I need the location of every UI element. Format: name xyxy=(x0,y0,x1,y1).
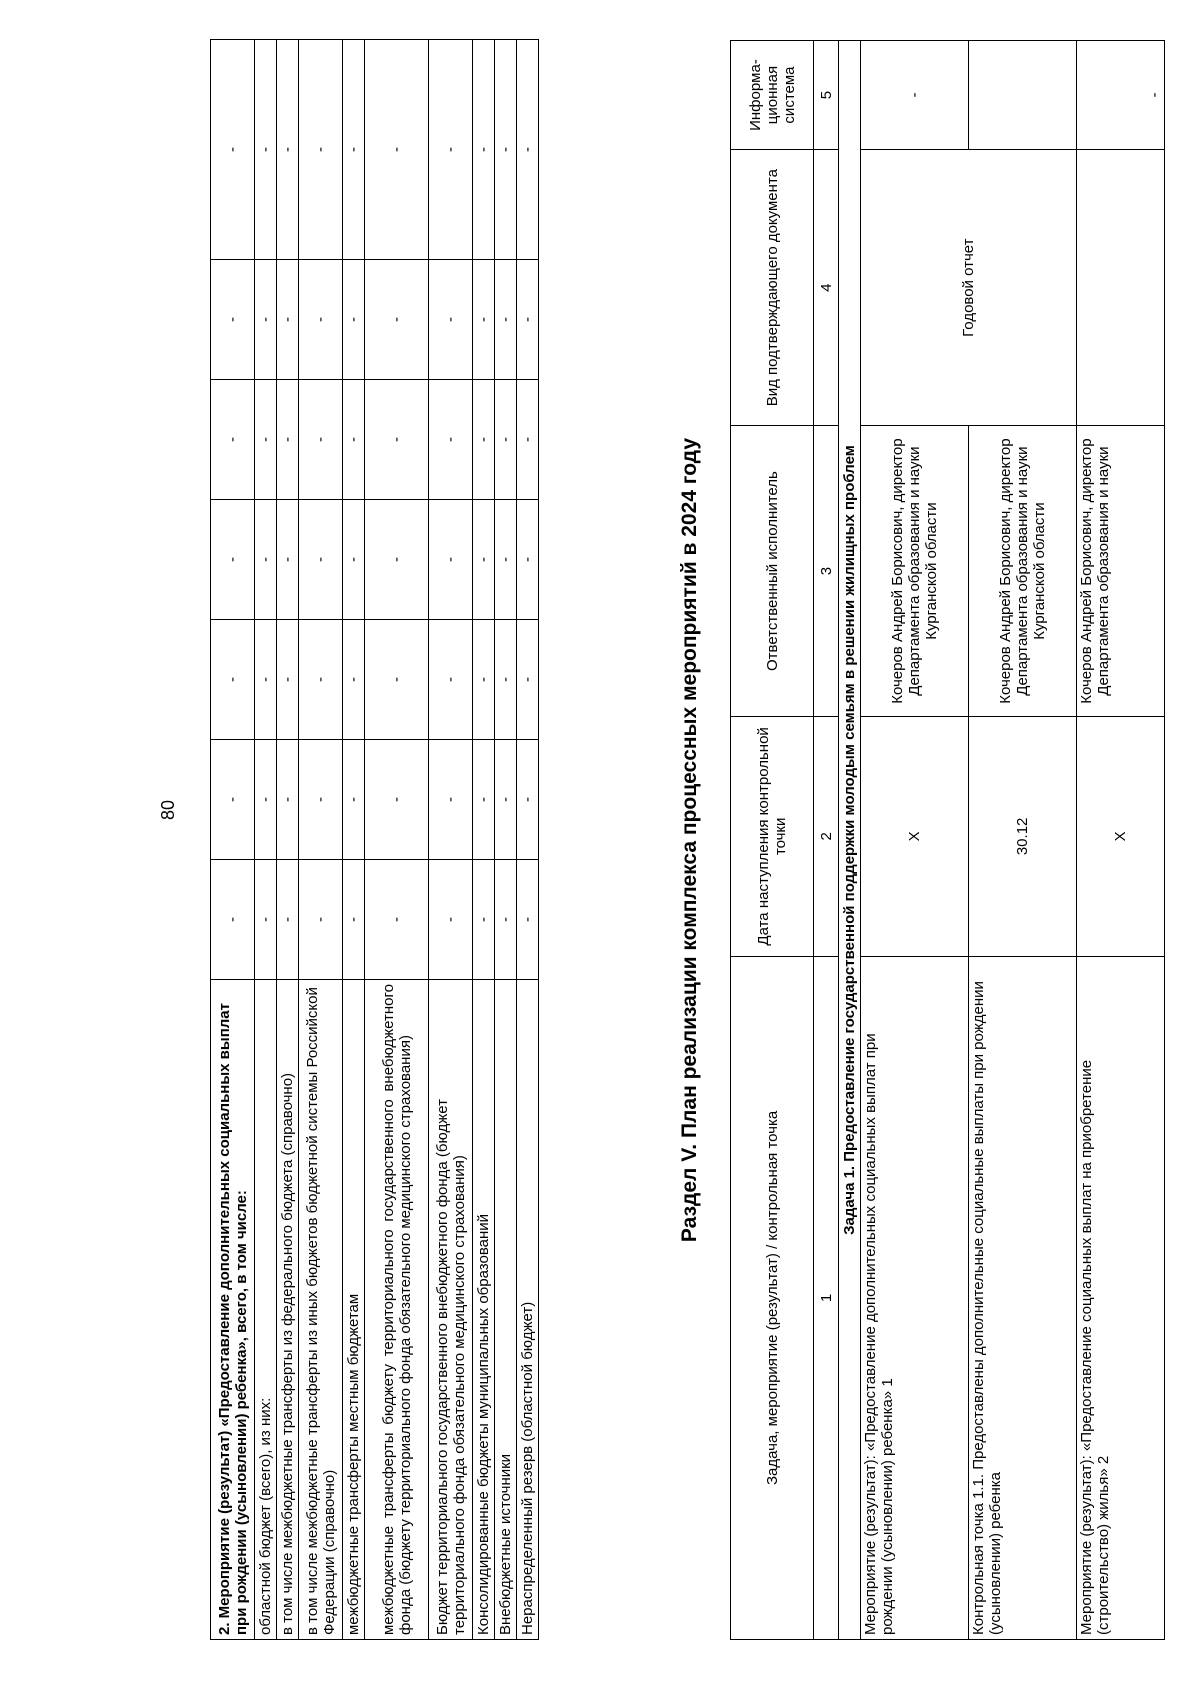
header-system: Информа-ционная система xyxy=(731,41,814,150)
funding-value-cell: - xyxy=(495,500,517,620)
funding-value-cell: - xyxy=(365,380,429,500)
funding-value-cell: - xyxy=(473,740,495,860)
funding-value-cell: - xyxy=(473,380,495,500)
funding-total-row xyxy=(211,40,255,1640)
funding-value-cell: - xyxy=(343,500,365,620)
header-task: Задача, мероприятие (результат) / контрольная точка xyxy=(731,956,814,1639)
funding-value-cell: - xyxy=(277,260,299,380)
funding-value-cell: - xyxy=(211,740,255,860)
funding-value-cell: - xyxy=(517,380,539,500)
column-number: 2 xyxy=(814,716,839,956)
activity-responsible: Кочеров Андрей Борисович, директор Департамента образования и науки Курганской области xyxy=(861,426,969,717)
funding-value-cell: - xyxy=(277,740,299,860)
funding-value-cell: - xyxy=(473,620,495,740)
column-number: 4 xyxy=(814,150,839,426)
column-number: 1 xyxy=(814,956,839,1639)
activity-date: X xyxy=(861,716,969,956)
checkpoint-date: 30.12 xyxy=(969,716,1077,956)
section-title: Раздел V. План реализации комплекса процессных мероприятий в 2024 году xyxy=(678,437,701,1243)
funding-value-cell: - xyxy=(299,620,343,740)
funding-value-cell: - xyxy=(343,620,365,740)
funding-row xyxy=(365,40,429,1640)
plan-row xyxy=(1077,41,1165,1640)
funding-source-label: Нераспределенный резерв (областной бюджет) xyxy=(517,980,539,1640)
funding-value-cell: - xyxy=(517,260,539,380)
funding-value-cell: - xyxy=(365,620,429,740)
funding-value-cell: - xyxy=(429,860,473,980)
funding-value-cell: - xyxy=(255,380,277,500)
funding-row xyxy=(255,40,277,1640)
funding-source-label: в том числе межбюджетные трансферты из иных бюджетов бюджетной системы Российской Федерации (справочно) xyxy=(299,980,343,1640)
funding-value-cell: - xyxy=(495,40,517,260)
funding-value-cell: - xyxy=(299,40,343,260)
funding-value-cell: - xyxy=(211,860,255,980)
plan-row xyxy=(861,41,969,1640)
funding-value-cell: - xyxy=(211,500,255,620)
funding-source-label: Консолидированные бюджеты муниципальных образований xyxy=(473,980,495,1640)
funding-value-cell: - xyxy=(473,260,495,380)
funding-value-cell: - xyxy=(517,40,539,260)
funding-value-cell: - xyxy=(343,40,365,260)
funding-value-cell: - xyxy=(429,40,473,260)
funding-source-label: межбюджетные трансферты бюджету территориального государственного внебюджетного фонда (бюджету территориального фонда обязательного медицинского страхования) xyxy=(365,980,429,1640)
funding-value-cell: - xyxy=(473,860,495,980)
activity-document xyxy=(1077,150,1165,426)
funding-value-cell: - xyxy=(343,260,365,380)
funding-value-cell: - xyxy=(299,860,343,980)
funding-value-cell: - xyxy=(299,740,343,860)
funding-source-label: Бюджет территориального государственного внебюджетного фонда (бюджет территориального фонда обязательного медицинского страхования) xyxy=(429,980,473,1640)
funding-value-cell: - xyxy=(495,620,517,740)
funding-value-cell: - xyxy=(495,380,517,500)
column-number: 3 xyxy=(814,426,839,717)
funding-value-cell: - xyxy=(277,620,299,740)
funding-value-cell: - xyxy=(495,860,517,980)
funding-row xyxy=(495,40,517,1640)
funding-value-cell: - xyxy=(517,740,539,860)
funding-value-cell: - xyxy=(495,740,517,860)
funding-value-cell: - xyxy=(277,380,299,500)
rotated-page xyxy=(30,40,1163,1640)
funding-value-cell: - xyxy=(365,500,429,620)
funding-value-cell: - xyxy=(429,740,473,860)
funding-value-cell: - xyxy=(255,40,277,260)
funding-value-cell: - xyxy=(365,40,429,260)
plan-number-row xyxy=(814,41,839,1640)
funding-value-cell: - xyxy=(365,860,429,980)
funding-value-cell: - xyxy=(299,500,343,620)
funding-row xyxy=(343,40,365,1640)
funding-value-cell: - xyxy=(299,380,343,500)
funding-value-cell: - xyxy=(299,260,343,380)
funding-value-cell: - xyxy=(211,40,255,260)
activity-name: Мероприятие (результат): «Предоставление социальных выплат на приобретение (строительство) жилья» 2 xyxy=(1077,956,1165,1639)
funding-row xyxy=(473,40,495,1640)
plan-table xyxy=(730,40,1165,1640)
funding-value-cell: - xyxy=(473,500,495,620)
checkpoint-system xyxy=(969,41,1077,150)
funding-row xyxy=(429,40,473,1640)
funding-value-cell: - xyxy=(343,740,365,860)
funding-value-cell: - xyxy=(277,500,299,620)
header-responsible: Ответственный исполнитель xyxy=(731,426,814,717)
funding-row xyxy=(277,40,299,1640)
plan-header-row xyxy=(731,41,814,1640)
header-document: Вид подтверждающего документа xyxy=(731,150,814,426)
activity-name: Мероприятие (результат): «Предоставление дополнительных социальных выплат при рождении (усыновлении) ребенка» 1 xyxy=(861,956,969,1639)
funding-value-cell: - xyxy=(343,860,365,980)
funding-source-label: Внебюджетные источники xyxy=(495,980,517,1640)
task-title: Задача 1. Предоставление государственной поддержки молодым семьям в решении жилищных проблем xyxy=(839,41,861,1640)
funding-value-cell: - xyxy=(365,740,429,860)
funding-source-label: 2. Мероприятие (результат) «Предоставление дополнительных социальных выплат при рождении (усыновлении) ребенка», всего, в том числе: xyxy=(211,980,255,1640)
funding-source-label: областной бюджет (всего), из них: xyxy=(255,980,277,1640)
funding-value-cell: - xyxy=(429,380,473,500)
column-number: 5 xyxy=(814,41,839,150)
activity-system: - xyxy=(861,41,969,150)
activity-document: Годовой отчет xyxy=(861,150,1077,426)
activity-date: X xyxy=(1077,716,1165,956)
funding-value-cell: - xyxy=(277,860,299,980)
funding-value-cell: - xyxy=(495,260,517,380)
funding-source-label: в том числе межбюджетные трансферты из федерального бюджета (справочно) xyxy=(277,980,299,1640)
activity-system: - xyxy=(1077,41,1165,150)
funding-value-cell: - xyxy=(211,260,255,380)
funding-value-cell: - xyxy=(277,40,299,260)
funding-value-cell: - xyxy=(517,620,539,740)
checkpoint-responsible: Кочеров Андрей Борисович, директор Департамента образования и науки Курганской области xyxy=(969,426,1077,717)
funding-value-cell: - xyxy=(517,500,539,620)
funding-value-cell: - xyxy=(429,500,473,620)
funding-row xyxy=(517,40,539,1640)
funding-value-cell: - xyxy=(255,740,277,860)
funding-value-cell: - xyxy=(429,260,473,380)
funding-value-cell: - xyxy=(365,260,429,380)
funding-row xyxy=(299,40,343,1640)
funding-value-cell: - xyxy=(517,860,539,980)
funding-value-cell: - xyxy=(255,500,277,620)
funding-value-cell: - xyxy=(255,620,277,740)
page-number: 80 xyxy=(158,799,178,820)
task-row xyxy=(839,41,861,1640)
activity-responsible: Кочеров Андрей Борисович, директор Департамента образования и науки xyxy=(1077,426,1165,717)
funding-value-cell: - xyxy=(255,260,277,380)
funding-value-cell: - xyxy=(473,40,495,260)
checkpoint-name: Контрольная точка 1.1. Предоставлены дополнительные социальные выплаты при рождении (усыновлении) ребенка xyxy=(969,956,1077,1639)
funding-value-cell: - xyxy=(429,620,473,740)
header-date: Дата наступления контрольной точки xyxy=(731,716,814,956)
funding-table xyxy=(210,39,539,1640)
funding-value-cell: - xyxy=(211,620,255,740)
funding-value-cell: - xyxy=(343,380,365,500)
funding-value-cell: - xyxy=(255,860,277,980)
funding-source-label: межбюджетные трансферты местным бюджетам xyxy=(343,980,365,1640)
funding-value-cell: - xyxy=(211,380,255,500)
